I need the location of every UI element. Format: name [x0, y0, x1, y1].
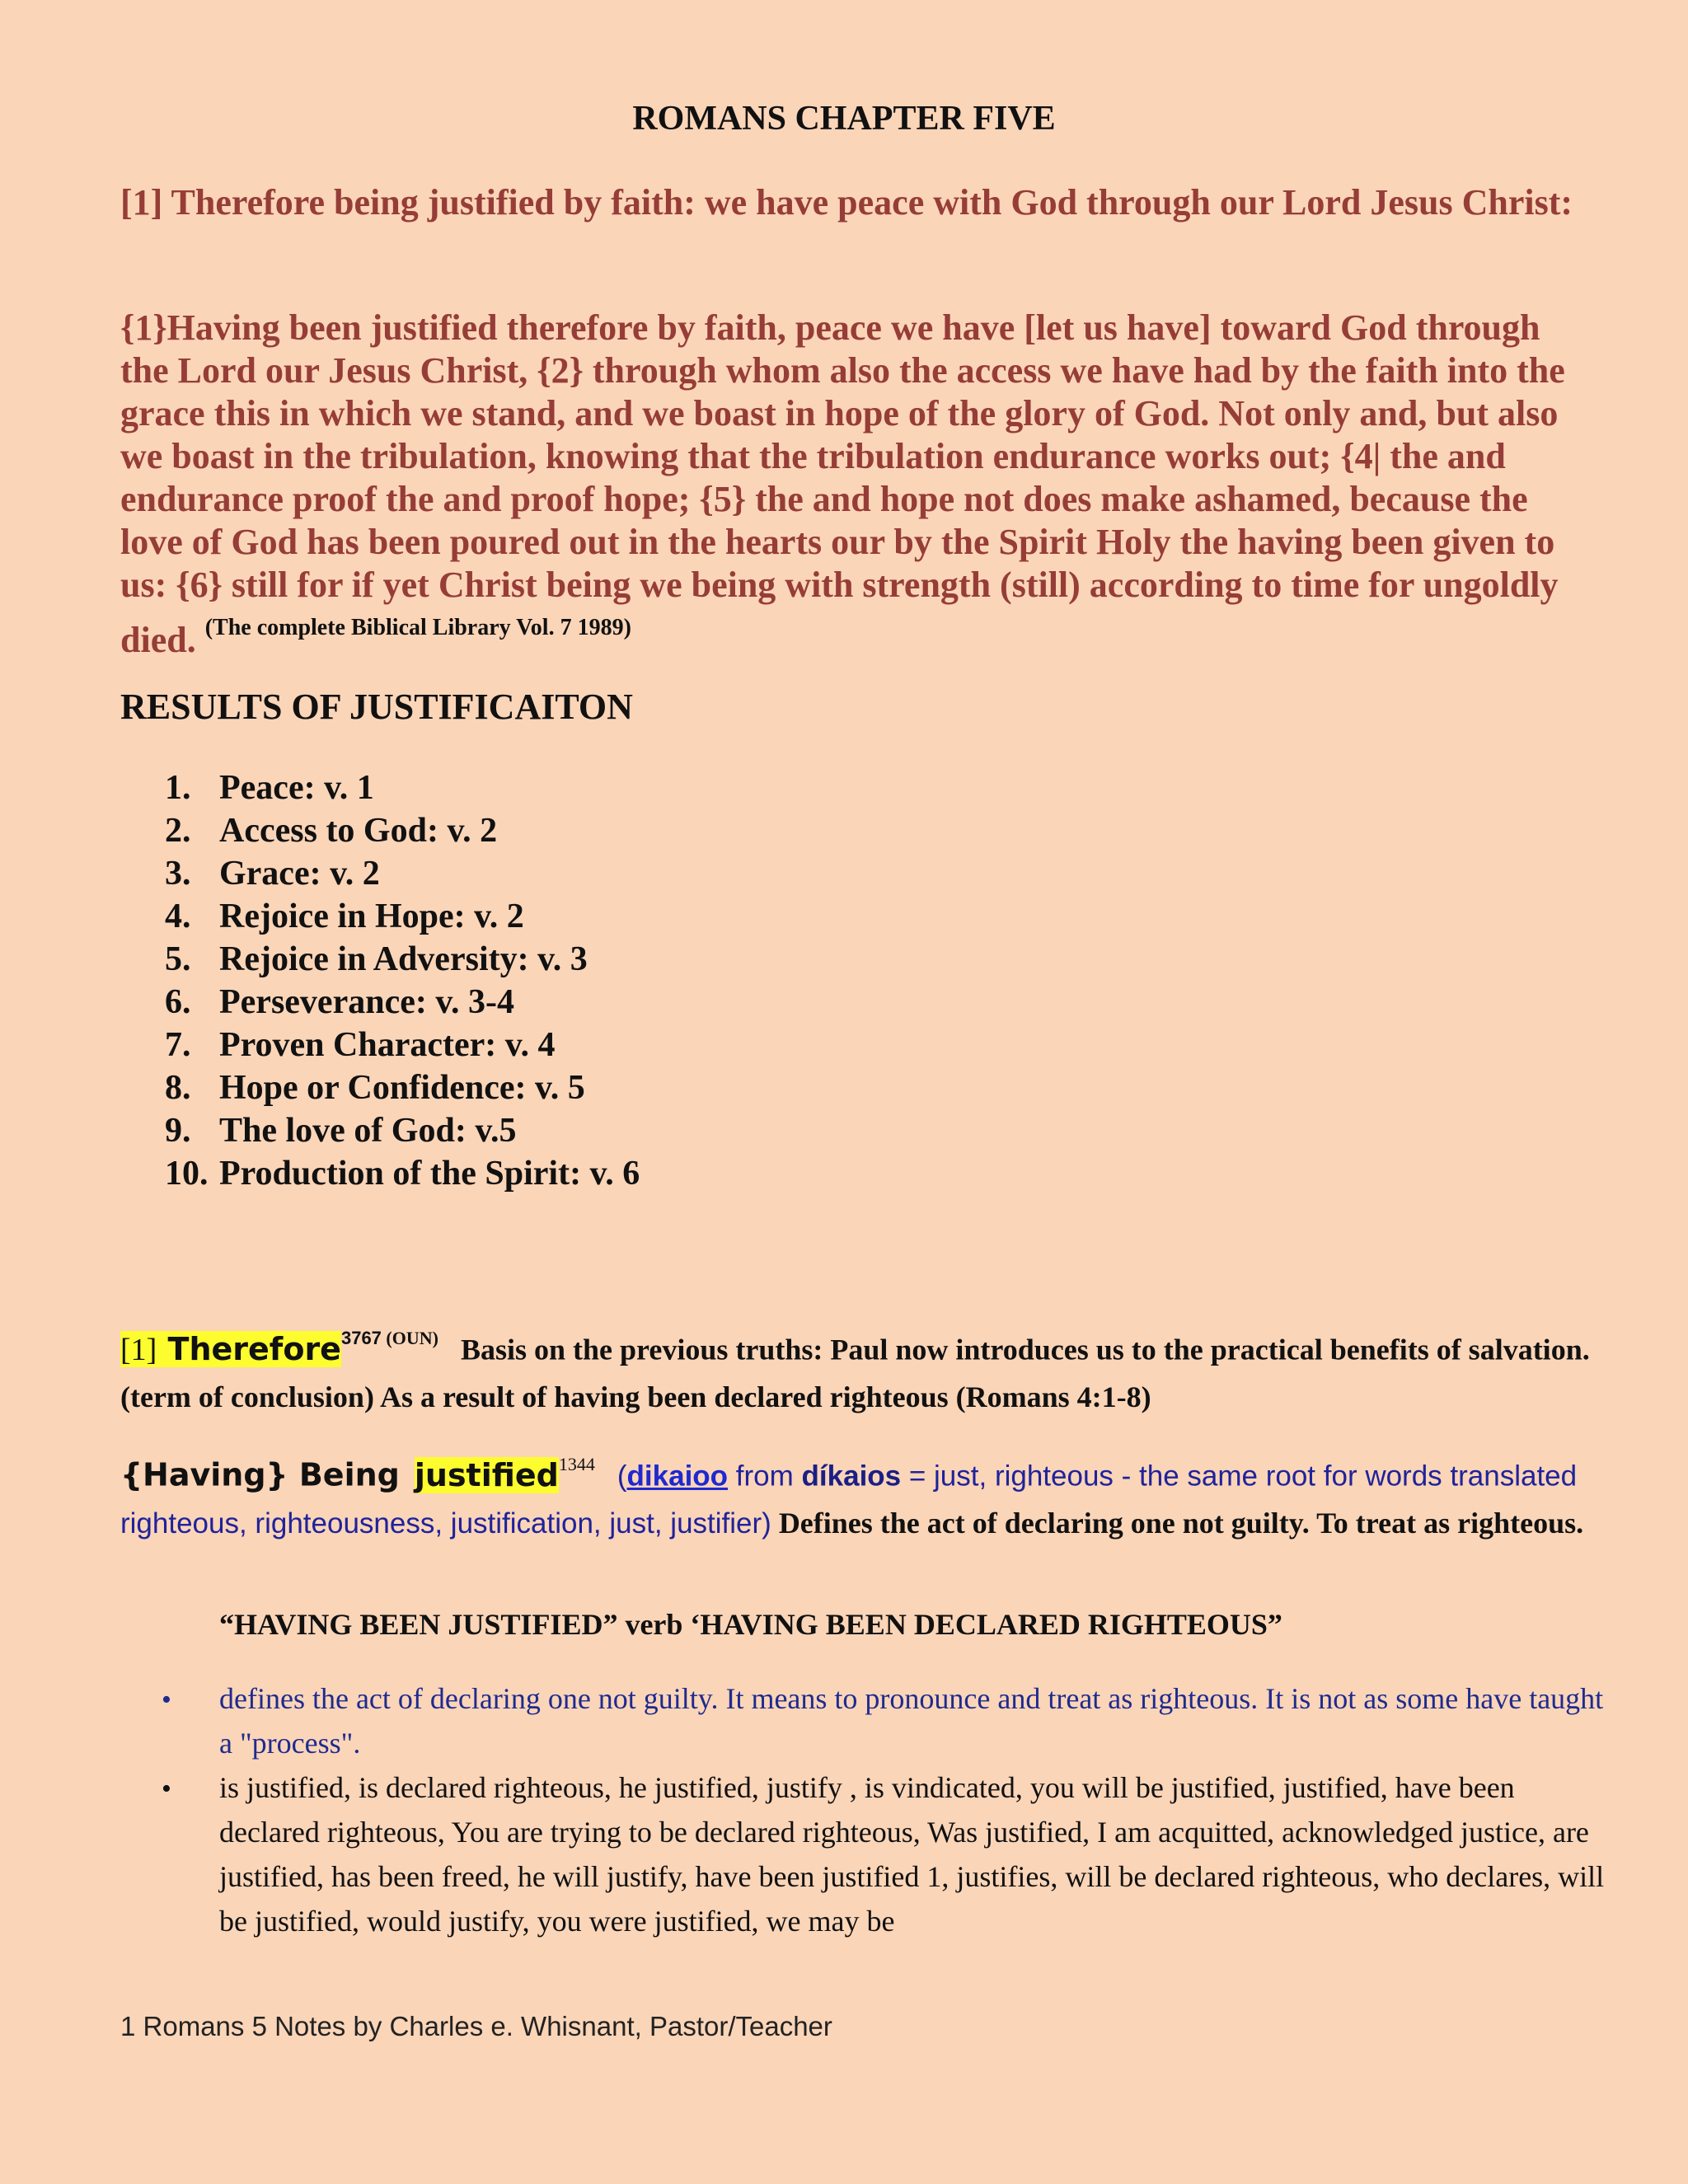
page-footer: 1 Romans 5 Notes by Charles e. Whisnant, Pastor/Teacher	[120, 2011, 832, 2041]
list-item: • defines the act of declaring one not guilty. It means to pronounce and treat as righteous. It is not as some have taught a "process".	[162, 1676, 1612, 1765]
therefore-text: Basis on the previous truths: Paul now introduces us to the practical benefits of salvation. (term of conclusion) As a result of having been declared righteous (Romans 4:1-8)	[120, 1333, 1590, 1413]
bullet-icon	[162, 1676, 219, 1765]
definition-bold-text: Defines the act of declaring one not guilty. To treat as righteous.	[771, 1506, 1584, 1540]
list-item: 4. Rejoice in Hope: v. 2	[165, 898, 524, 935]
verse-intro-text: Therefore being justified by faith: we have peace with God through our Lord Jesus Christ:	[162, 182, 1573, 223]
definition-text: (dikaioo from díkaios = just, righteous - the same root for words translated righteous, righteousness, justification, just, justifier)	[120, 1460, 1578, 1540]
therefore-paragraph	[120, 1315, 1604, 1421]
verse-full-text: {1}Having been justified therefore by faith, peace we have [let us have] toward God through the Lord our Jesus Christ, {2} through whom also the access we have had by the faith into the grace this in which we stand, and we boast in hope of the glory of God. Not only and, but also we boast in the tribulation, knowing that the tribulation endurance works out; {4| the and endurance proof the and proof hope; {5} the and hope not does make ashamed, because the love of God has been poured out in the hearts our by the Spirit Holy the having been given to us: {6} still for if yet Christ being we being with strength (still) according to time for ungoldly died.	[120, 307, 1565, 660]
verse-intro	[120, 181, 1596, 224]
subheading: “HAVING BEEN JUSTIFIED” verb ‘HAVING BEEN DECLARED RIGHTEOUS”	[219, 1608, 1282, 1641]
list-item: 5. Rejoice in Adversity: v. 3	[165, 940, 588, 978]
page-title: ROMANS CHAPTER FIVE	[632, 100, 1056, 138]
list-item: 1. Peace: v. 1	[165, 769, 374, 807]
results-list	[165, 766, 640, 1195]
results-heading: RESULTS OF JUSTIFICAITON	[120, 687, 633, 727]
list-item: 9. The love of God: v.5	[165, 1112, 517, 1150]
verse-citation: (The complete Biblical Library Vol. 7 1989)	[204, 615, 631, 640]
therefore-highlight: [1] Therefore	[120, 1330, 341, 1367]
list-item: • is justified, is declared righteous, he justified, justify , is vindicated, you will be justified, justified, have been declared righteous, You are trying to be declared righteous, Was justified, I am acquitted, acknowledged justice, are justified, has been freed, he will justify, have been justified 1, justifies, will be declared righteous, who declares, will be justified, would justify, you were justified, we may be	[162, 1765, 1612, 1943]
list-item: 6. Perseverance: v. 3-4	[165, 983, 515, 1021]
bullet-list	[162, 1676, 1612, 1943]
strongs-number: 1344	[558, 1454, 595, 1474]
justified-lead: {Having} Being	[120, 1456, 400, 1493]
dikaioo-link[interactable]: dikaioo	[626, 1460, 729, 1493]
strongs-number: 3767 (OUN)	[340, 1328, 438, 1348]
verse-full-translation	[120, 307, 1596, 662]
list-item: 3. Grace: v. 2	[165, 855, 380, 893]
justified-highlight: justified	[414, 1456, 559, 1493]
list-item: 8. Hope or Confidence: v. 5	[165, 1069, 585, 1107]
justified-paragraph	[120, 1441, 1604, 1547]
list-item: 7. Proven Character: v. 4	[165, 1026, 556, 1064]
bullet-icon	[162, 1765, 219, 1943]
list-item: 10. Production of the Spirit: v. 6	[165, 1155, 640, 1193]
verse-number: [1]	[120, 182, 163, 223]
list-item: 2. Access to God: v. 2	[165, 812, 498, 850]
